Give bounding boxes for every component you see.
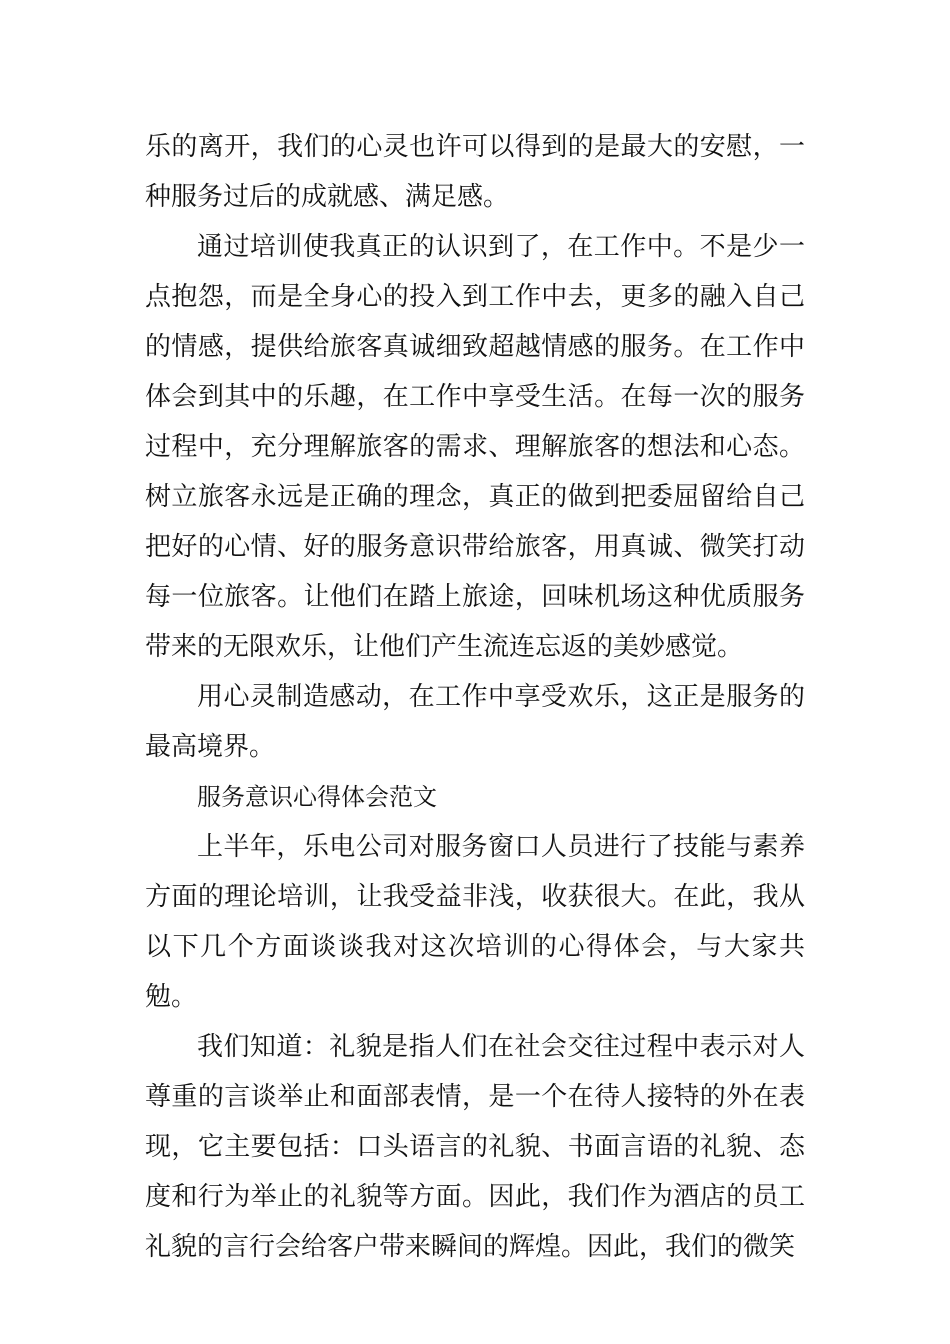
document-body	[145, 122, 805, 1272]
paragraph-training-intro: 上半年，乐电公司对服务窗口人员进行了技能与素养方面的理论培训，让我受益非浅，收获很大。在此，我从以下几个方面谈谈我对这次培训的心得体会，与大家共勉。	[145, 832, 805, 1012]
section-heading: 服务意识心得体会范文	[197, 783, 437, 811]
paragraph-service-realm: 用心灵制造感动，在工作中享受欢乐，这正是服务的最高境界。	[145, 682, 805, 762]
paragraph-courtesy: 我们知道：礼貌是指人们在社会交往过程中表示对人尊重的言谈举止和面部表情，是一个在待人接特的外在表现，它主要包括：口头语言的礼貌、书面言语的礼貌、态度和行为举止的礼貌等方面。因此，我们作为酒店的员工礼貌的言行会给客户带来瞬间的辉煌。因此，我们的微笑	[145, 1032, 805, 1262]
paragraph-training-reflection: 通过培训使我真正的认识到了，在工作中。不是少一点抱怨，而是全身心的投入到工作中去，更多的融入自己的情感，提供给旅客真诚细致超越情感的服务。在工作中体会到其中的乐趣，在工作中享受生活。在每一次的服务过程中，充分理解旅客的需求、理解旅客的想法和心态。树立旅客永远是正确的理念，真正的做到把委屈留给自己把好的心情、好的服务意识带给旅客，用真诚、微笑打动每一位旅客。让他们在踏上旅途，回味机场这种优质服务带来的无限欢乐，让他们产生流连忘返的美妙感觉。	[145, 232, 805, 662]
paragraph-continuation: 乐的离开，我们的心灵也许可以得到的是最大的安慰，一种服务过后的成就感、满足感。	[145, 132, 805, 212]
